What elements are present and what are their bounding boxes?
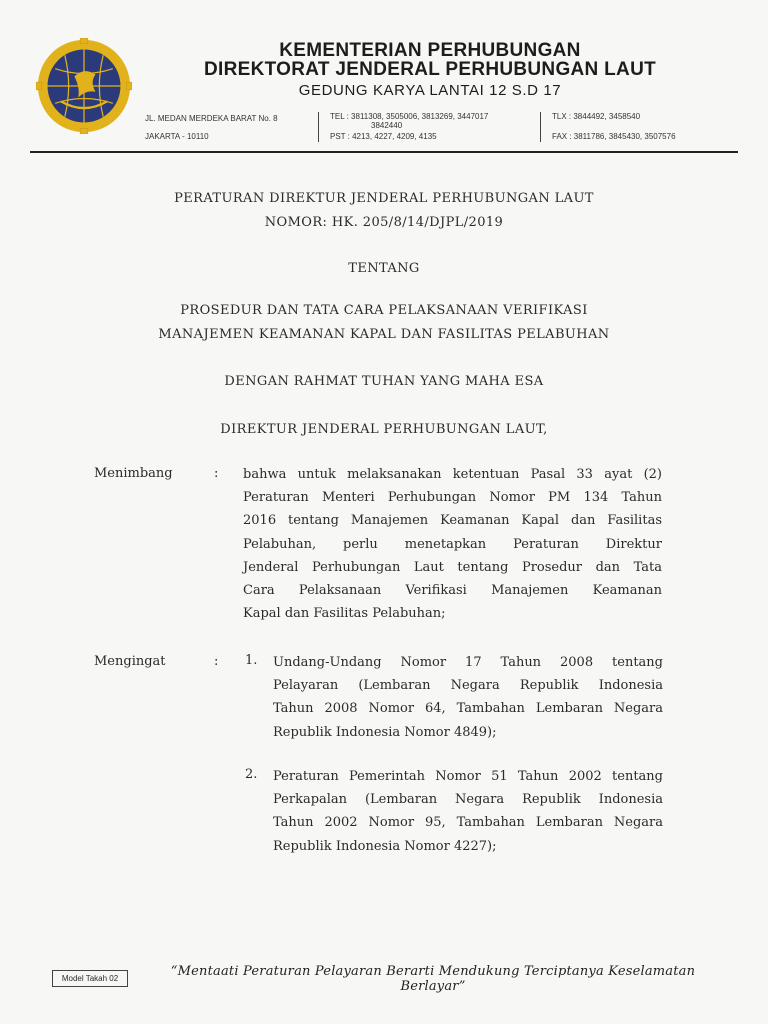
mengingat-item-1 — [273, 651, 663, 744]
text-line: Kapal dan Fasilitas Pelabuhan; — [243, 606, 446, 622]
telephone-numbers: TEL : 3811308, 3505006, 3813269, 3447017 — [330, 112, 489, 121]
subject-line-1: PROSEDUR DAN TATA CARA PELAKSANAAN VERIFIKASI — [180, 303, 588, 318]
text-line: Republik Indonesia Nomor 4849); — [273, 724, 497, 740]
text-line: Peraturan Pemerintah Nomor 51 Tahun 2002 tentang — [273, 769, 663, 784]
text-line: 2016 tentang Manajemen Keamanan Kapal dan Fasilitas — [243, 513, 662, 529]
text-line: Pelabuhan, perlu menetapkan Peraturan Direktur — [243, 536, 662, 552]
regulation-number: NOMOR: HK. 205/8/14/DJPL/2019 — [264, 215, 504, 230]
directorate-name: DIREKTORAT JENDERAL PERHUBUNGAN LAUT — [203, 59, 657, 80]
header-divider — [318, 112, 319, 142]
text-line: Jenderal Perhubungan Laut tentang Prosedur dan Tata — [243, 559, 662, 575]
menimbang-text — [243, 463, 662, 625]
text-line: Undang-Undang Nomor 17 Tahun 2008 tentang — [273, 655, 663, 670]
invocation: DENGAN RAHMAT TUHAN YANG MAHA ESA — [224, 374, 544, 389]
mengingat-item-2 — [273, 765, 663, 858]
text-line: Tahun 2008 Nomor 64, Tambahan Lembaran Negara — [273, 701, 663, 717]
fax-numbers: FAX : 3811786, 3845430, 3507576 — [552, 132, 676, 141]
mengingat-label: Mengingat — [94, 654, 166, 669]
text-line: Republik Indonesia Nomor 4227); — [273, 838, 497, 854]
mengingat-colon: : — [214, 654, 219, 669]
ministry-logo — [36, 38, 132, 134]
text-line: Perkapalan (Lembaran Negara Republik Indonesia — [273, 792, 663, 808]
menimbang-colon: : — [214, 466, 219, 481]
item-number: 2. — [245, 767, 258, 782]
text-line: Peraturan Menteri Perhubungan Nomor PM 134 Tahun — [243, 490, 662, 506]
model-takah-box: Model Takah 02 — [52, 970, 128, 987]
telephone-numbers-cont: 3842440 — [371, 121, 403, 130]
letterhead-rule — [30, 151, 738, 153]
text-line: Pelayaran (Lembaran Negara Republik Indonesia — [273, 678, 663, 694]
telex-numbers: TLX : 3844492, 3458540 — [552, 112, 641, 121]
street-address: JL. MEDAN MERDEKA BARAT No. 8 — [145, 114, 278, 123]
extension-numbers: PST : 4213, 4227, 4209, 4135 — [330, 132, 437, 141]
ministry-name: KEMENTERIAN PERHUBUNGAN — [279, 40, 581, 61]
text-line: Tahun 2002 Nomor 95, Tambahan Lembaran Negara — [273, 815, 663, 831]
header-divider — [540, 112, 541, 142]
regulation-title: PERATURAN DIREKTUR JENDERAL PERHUBUNGAN LAUT — [174, 191, 594, 206]
city-address: JAKARTA - 10110 — [145, 132, 209, 141]
subject-line-2: MANAJEMEN KEAMANAN KAPAL DAN FASILITAS PELABUHAN — [158, 327, 610, 342]
tentang-heading: TENTANG — [348, 261, 420, 276]
item-number: 1. — [245, 653, 258, 668]
text-line: bahwa untuk melaksanakan ketentuan Pasal 33 ayat (2) — [243, 467, 662, 482]
menimbang-label: Menimbang — [94, 466, 173, 481]
issuing-official: DIREKTUR JENDERAL PERHUBUNGAN LAUT, — [220, 422, 548, 437]
building-name: GEDUNG KARYA LANTAI 12 S.D 17 — [298, 82, 562, 99]
text-line: Cara Pelaksanaan Verifikasi Manajemen Keamanan — [243, 583, 662, 599]
footer-motto: “Mentaati Peraturan Pelayaran Berarti Mendukung Terciptanya Keselamatan Berlayar” — [170, 964, 696, 994]
